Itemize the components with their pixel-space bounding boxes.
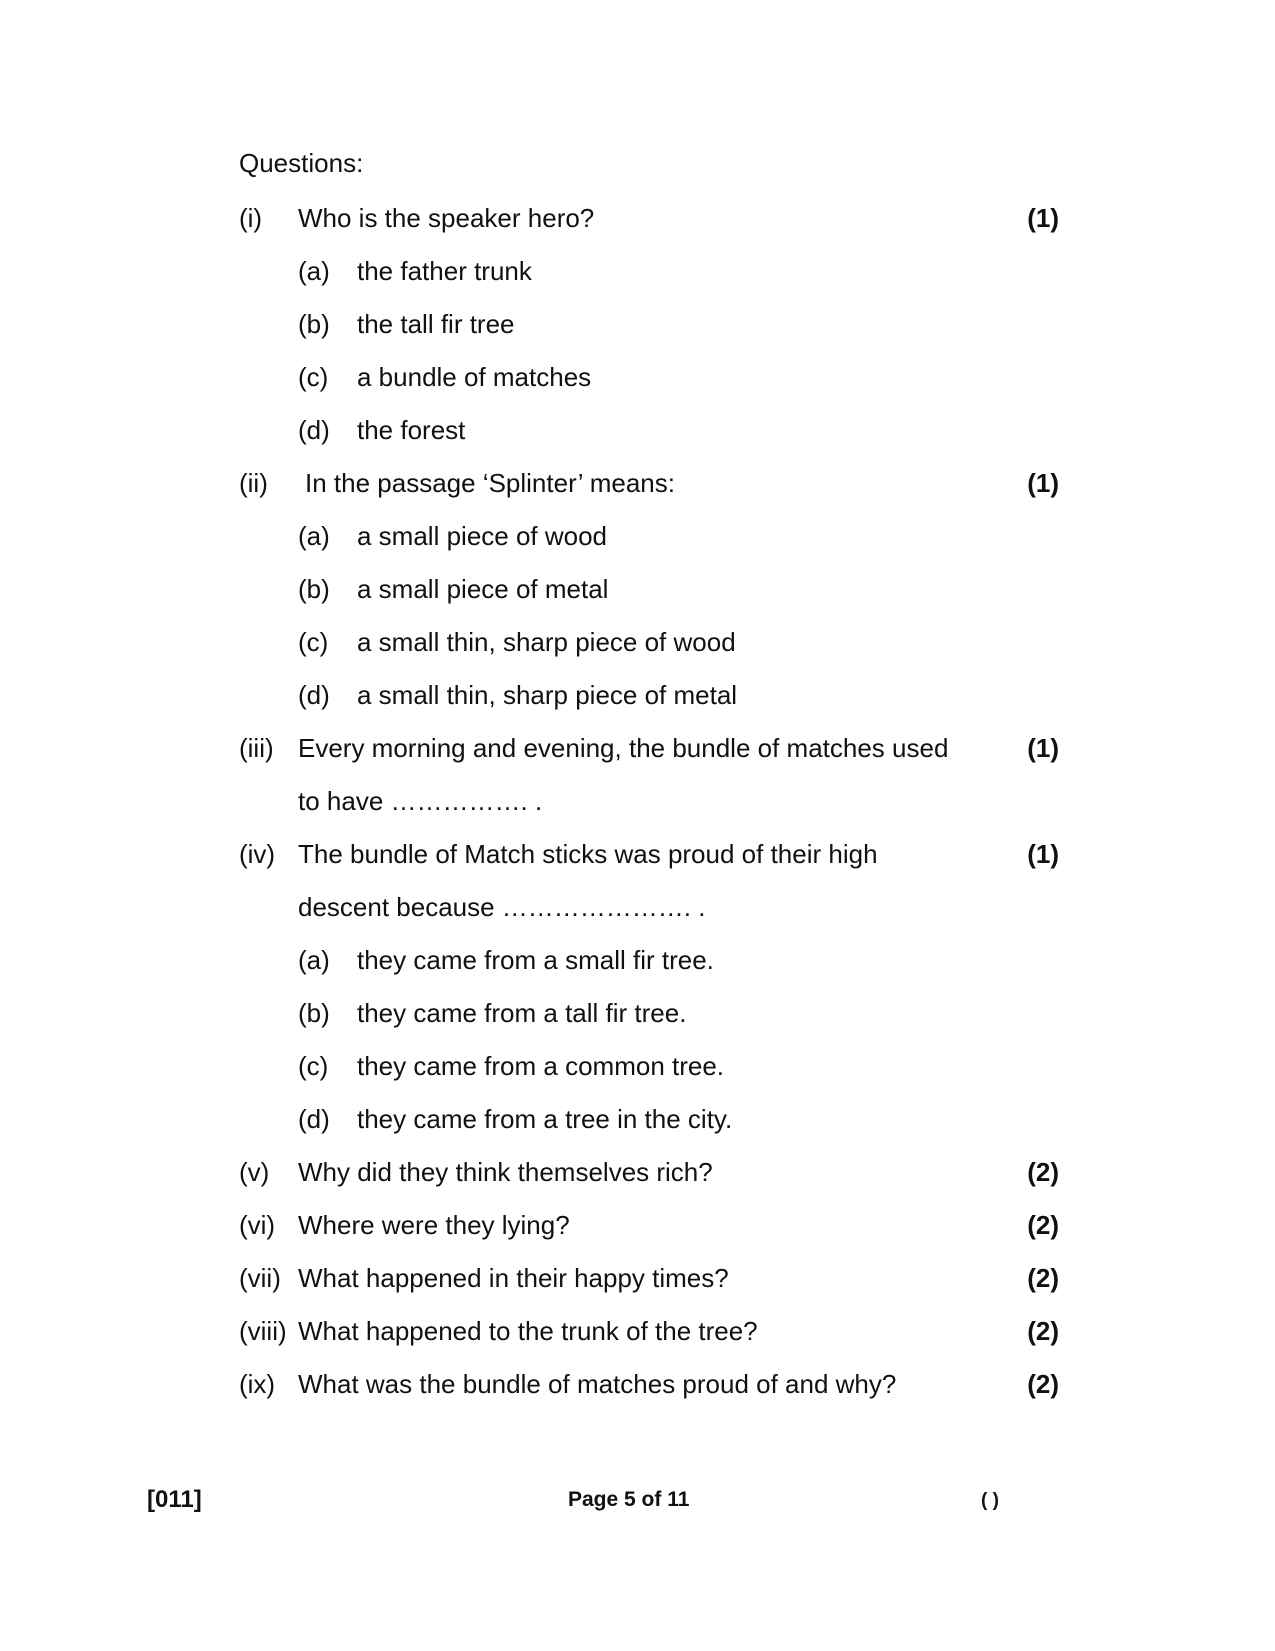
option-letter: (a): [298, 256, 330, 286]
answer-option: [239, 351, 1059, 404]
question-item: [239, 1252, 1059, 1305]
option-text: a small piece of wood: [357, 521, 608, 551]
question-number: (viii): [239, 1316, 287, 1346]
question-item: [239, 1305, 1059, 1358]
question-text: In the passage ‘Splinter’ means:: [305, 468, 675, 498]
question-text: descent because …………………. .: [298, 892, 706, 922]
question-line: [239, 775, 1059, 828]
question-number: (v): [239, 1157, 270, 1187]
question-marks: (1): [1027, 839, 1059, 869]
paper-code: [011]: [147, 1486, 202, 1513]
option-letter: (a): [298, 945, 330, 975]
answer-option: [239, 616, 1059, 669]
option-letter: (c): [298, 1051, 329, 1081]
questions-list: [239, 192, 1059, 1411]
option-text: a small thin, sharp piece of wood: [357, 627, 736, 657]
option-letter: (d): [298, 415, 330, 445]
answer-option: [239, 245, 1059, 298]
answer-option: [239, 404, 1059, 457]
question-text: What was the bundle of matches proud of and why?: [298, 1369, 897, 1399]
option-text: they came from a common tree.: [357, 1051, 725, 1081]
question-text: Every morning and evening, the bundle of matches used: [298, 733, 949, 763]
question-marks: (1): [1027, 468, 1059, 498]
question-text: Where were they lying?: [298, 1210, 570, 1240]
question-line: [239, 457, 1059, 510]
question-item: [239, 1358, 1059, 1411]
question-number: (ii): [239, 468, 268, 498]
question-text: Who is the speaker hero?: [298, 203, 595, 233]
option-text: they came from a tree in the city.: [357, 1104, 733, 1134]
page-footer: [0, 1486, 1275, 1516]
footer-parentheses: ( ): [981, 1490, 999, 1511]
question-text: to have ……………. .: [298, 786, 543, 816]
answer-option: [239, 563, 1059, 616]
question-number: (vii): [239, 1263, 281, 1293]
question-number: (iii): [239, 733, 274, 763]
option-letter: (b): [298, 574, 330, 604]
question-line: [239, 1199, 1059, 1252]
question-item: [239, 457, 1059, 722]
question-line: [239, 881, 1059, 934]
question-line: [239, 1252, 1059, 1305]
question-marks: (2): [1027, 1157, 1059, 1187]
answer-option: [239, 1040, 1059, 1093]
question-text: Why did they think themselves rich?: [298, 1157, 713, 1187]
answer-option: [239, 298, 1059, 351]
questions-heading: Questions:: [239, 148, 364, 178]
answer-option: [239, 1093, 1059, 1146]
question-number: (iv): [239, 839, 276, 869]
question-marks: (1): [1027, 203, 1059, 233]
option-letter: (b): [298, 998, 330, 1028]
question-item: [239, 828, 1059, 1146]
question-line: [239, 722, 1059, 775]
page-number: Page 5 of 11: [568, 1488, 690, 1511]
question-marks: (2): [1027, 1263, 1059, 1293]
option-text: the father trunk: [357, 256, 532, 286]
question-text: The bundle of Match sticks was proud of their high: [298, 839, 878, 869]
option-text: a bundle of matches: [357, 362, 592, 392]
question-number: (i): [239, 203, 263, 233]
question-number: (ix): [239, 1369, 276, 1399]
option-text: they came from a small fir tree.: [357, 945, 714, 975]
answer-option: [239, 510, 1059, 563]
question-text: What happened to the trunk of the tree?: [298, 1316, 758, 1346]
option-letter: (b): [298, 309, 330, 339]
question-marks: (1): [1027, 733, 1059, 763]
option-letter: (a): [298, 521, 330, 551]
question-line: [239, 1305, 1059, 1358]
question-marks: (2): [1027, 1316, 1059, 1346]
option-letter: (d): [298, 680, 330, 710]
question-marks: (2): [1027, 1369, 1059, 1399]
answer-option: [239, 987, 1059, 1040]
question-line: [239, 192, 1059, 245]
option-text: they came from a tall fir tree.: [357, 998, 687, 1028]
question-marks: (2): [1027, 1210, 1059, 1240]
answer-option: [239, 934, 1059, 987]
option-text: the forest: [357, 415, 466, 445]
question-text: What happened in their happy times?: [298, 1263, 729, 1293]
option-text: a small piece of metal: [357, 574, 609, 604]
question-item: [239, 1146, 1059, 1199]
question-item: [239, 1199, 1059, 1252]
question-line: [239, 828, 1059, 881]
question-item: [239, 192, 1059, 457]
question-number: (vi): [239, 1210, 276, 1240]
option-text: a small thin, sharp piece of metal: [357, 680, 738, 710]
option-text: the tall fir tree: [357, 309, 515, 339]
question-item: [239, 722, 1059, 828]
answer-option: [239, 669, 1059, 722]
question-line: [239, 1146, 1059, 1199]
question-line: [239, 1358, 1059, 1411]
option-letter: (c): [298, 362, 329, 392]
option-letter: (c): [298, 627, 329, 657]
option-letter: (d): [298, 1104, 330, 1134]
